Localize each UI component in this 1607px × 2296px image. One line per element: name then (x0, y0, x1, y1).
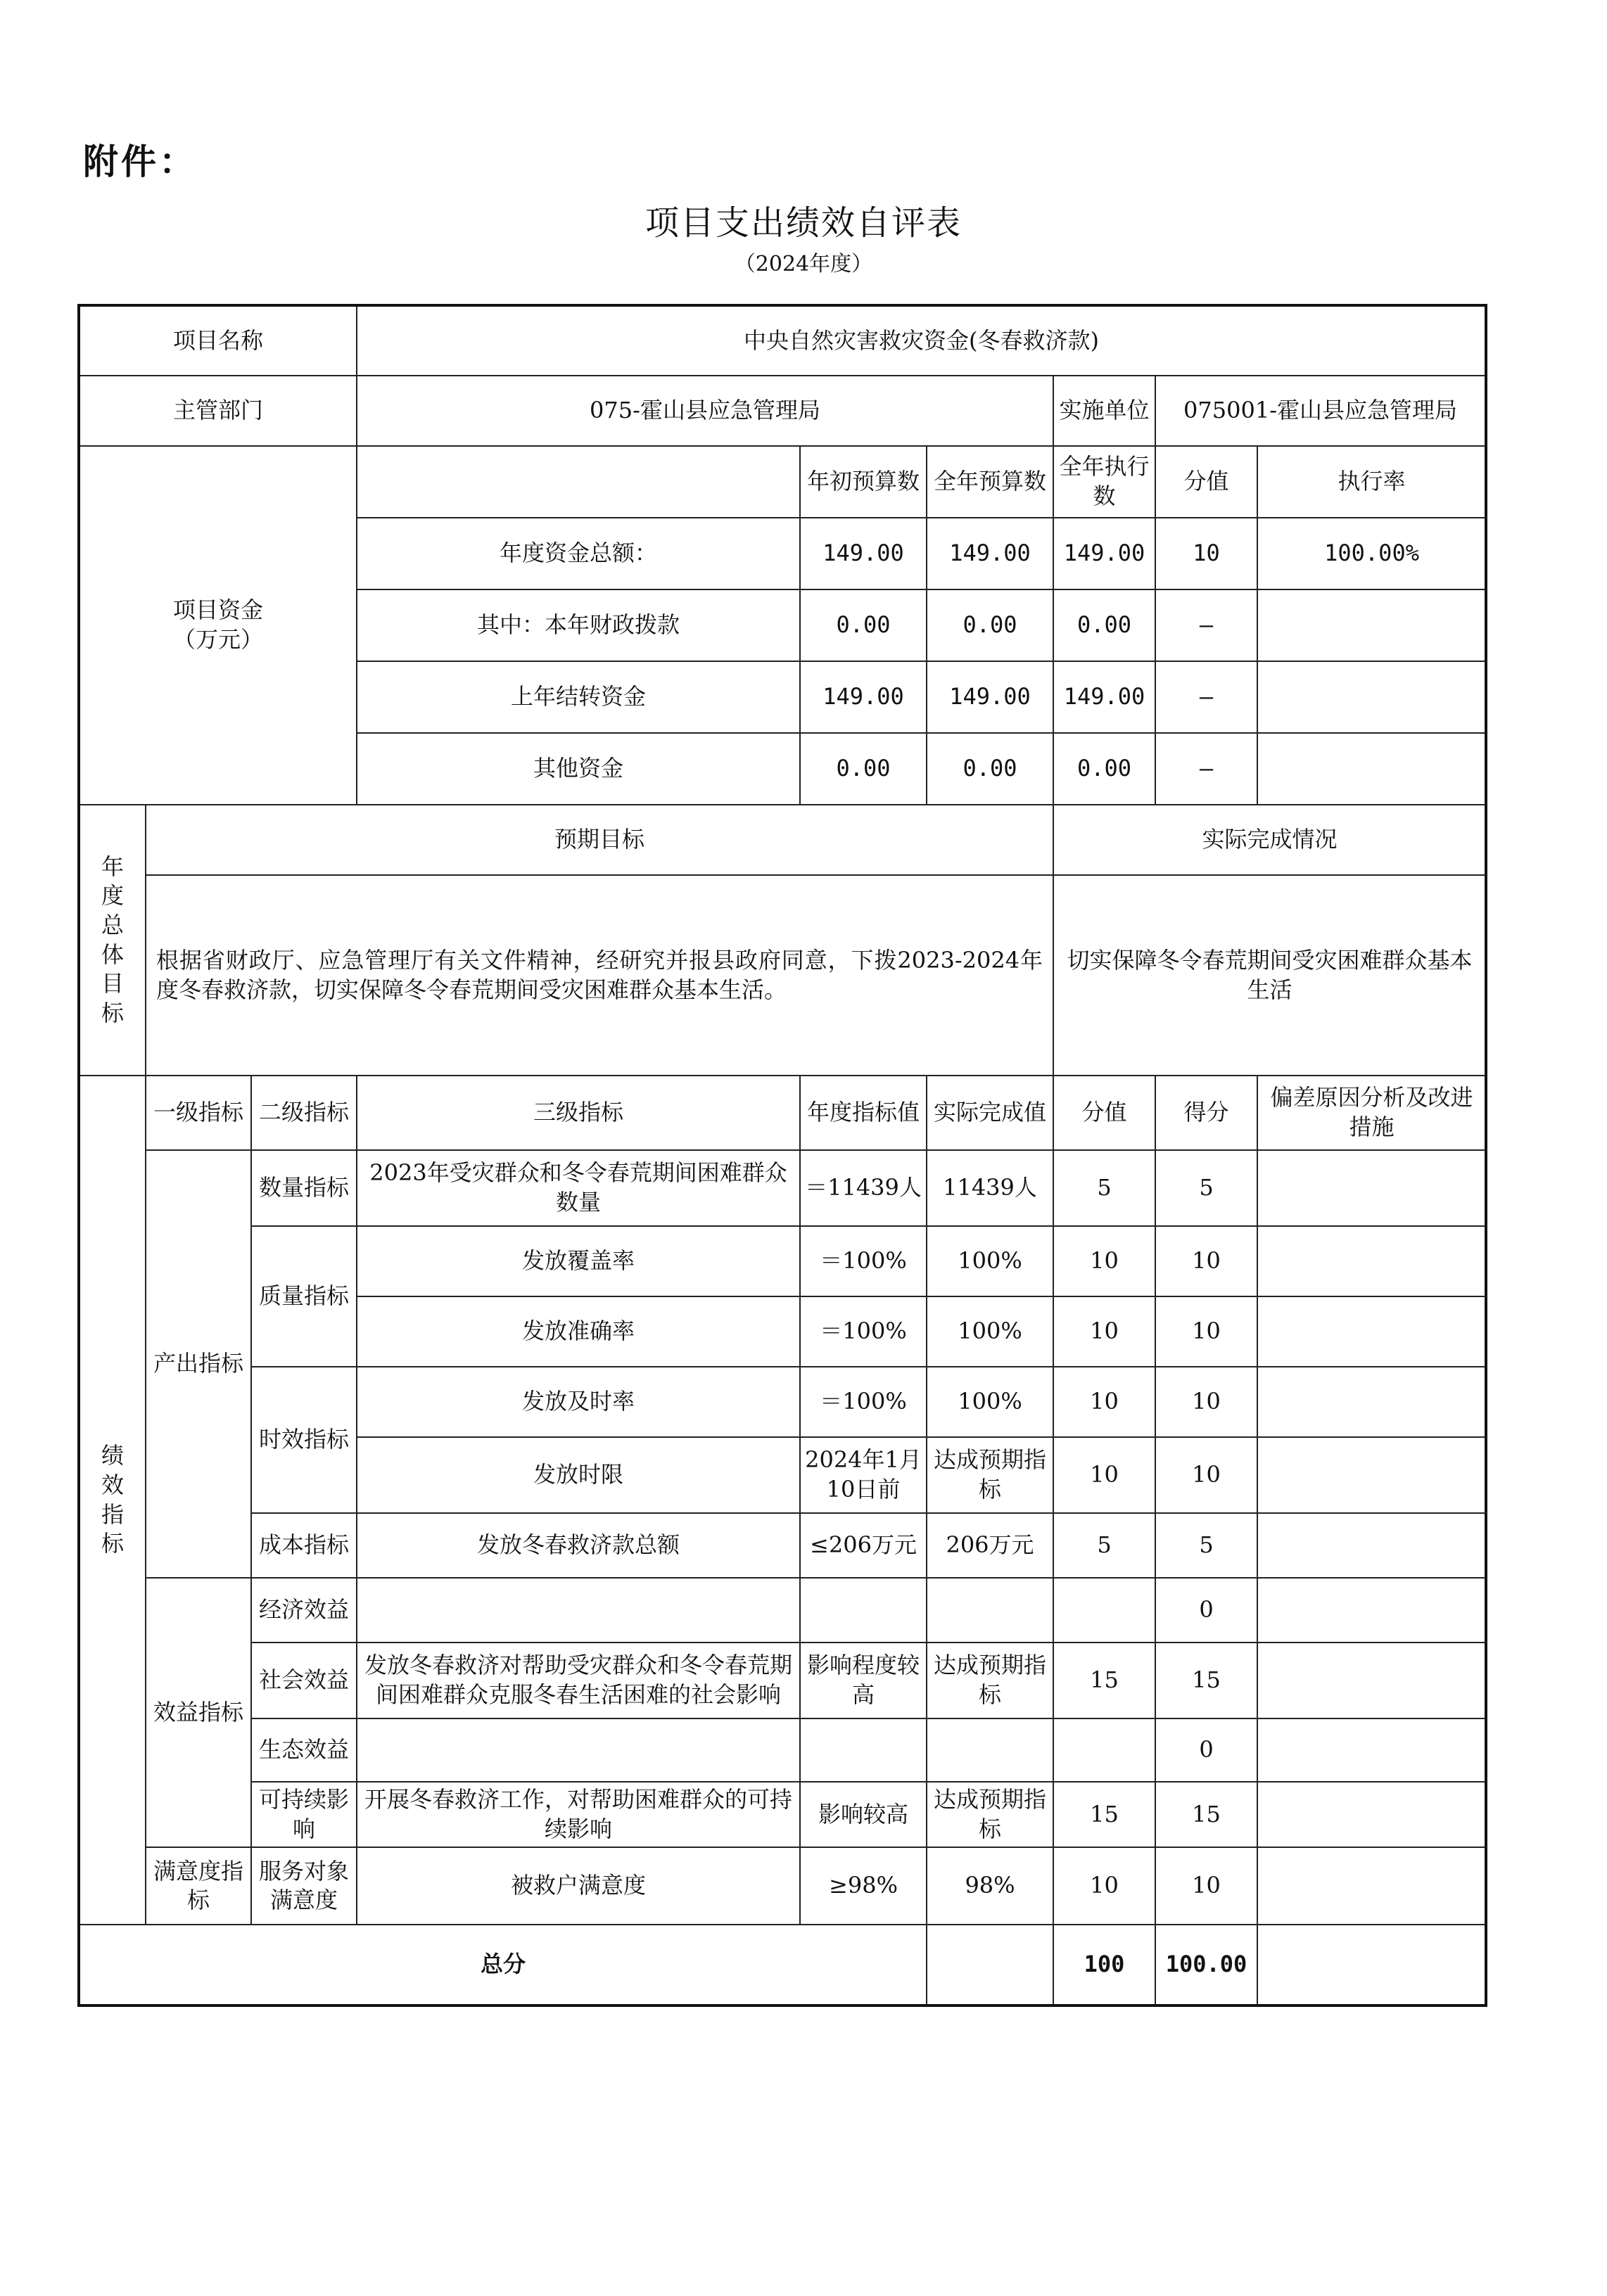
target-value: 2024年1月10日前 (800, 1437, 927, 1513)
actual-value: 100% (927, 1367, 1053, 1437)
target-value: ＝100% (800, 1226, 927, 1296)
fund-executed: 0.00 (1053, 589, 1155, 661)
level3-text: 发放及时率 (357, 1367, 800, 1437)
level1-satisfaction: 满意度指标 (146, 1847, 251, 1925)
actual-value: 98% (927, 1847, 1053, 1925)
score: 10 (1155, 1847, 1257, 1925)
total-value: 100 (1053, 1925, 1155, 2005)
fund-initial: 0.00 (800, 589, 927, 661)
header-actual: 实际完成值 (927, 1076, 1053, 1150)
goal-expected: 根据省财政厅、应急管理厅有关文件精神，经研究并报县政府同意，下拨2023-2024年度冬春救济款，切实保障冬令春荒期间受灾困难群众基本生活。 (146, 875, 1053, 1076)
score-value: 5 (1053, 1150, 1155, 1226)
level3-text: 发放冬春救济款总额 (357, 1513, 800, 1578)
row-department (79, 376, 1486, 446)
deviation-note (1257, 1296, 1486, 1367)
fund-header-annual: 全年预算数 (927, 446, 1053, 518)
indicator-label-text: 绩效指标 (101, 1442, 124, 1557)
indicator-row (79, 1150, 1486, 1226)
score-value: 5 (1053, 1513, 1155, 1578)
score-value: 15 (1053, 1643, 1155, 1718)
row-goal-content (79, 875, 1486, 1076)
goal-expected-header: 预期目标 (146, 805, 1053, 875)
score: 5 (1155, 1150, 1257, 1226)
score: 5 (1155, 1513, 1257, 1578)
level2-economic: 经济效益 (251, 1578, 357, 1643)
fund-header-blank (357, 446, 800, 518)
header-level3: 三级指标 (357, 1076, 800, 1150)
actual-value (927, 1718, 1053, 1782)
indicator-row (79, 1847, 1486, 1925)
level2-timeliness: 时效指标 (251, 1367, 357, 1513)
target-value (800, 1578, 927, 1643)
header-level1: 一级指标 (146, 1076, 251, 1150)
score: 10 (1155, 1226, 1257, 1296)
fund-score-value: — (1155, 733, 1257, 805)
level3-text: 发放准确率 (357, 1296, 800, 1367)
attachment-label: 附件： (83, 141, 197, 182)
deviation-note (1257, 1226, 1486, 1296)
level2-cost: 成本指标 (251, 1513, 357, 1578)
score: 10 (1155, 1296, 1257, 1367)
fund-label: 项目资金 （万元） (79, 446, 357, 805)
score: 15 (1155, 1782, 1257, 1847)
fund-annual: 0.00 (927, 589, 1053, 661)
row-indicator-header (79, 1076, 1486, 1150)
deviation-note (1257, 1643, 1486, 1718)
page-title: 项目支出绩效自评表 (644, 203, 962, 243)
level3-text: 2023年受灾群众和冬令春荒期间困难群众数量 (357, 1150, 800, 1226)
actual-value: 100% (927, 1296, 1053, 1367)
target-value (800, 1718, 927, 1782)
fund-header-executed: 全年执行数 (1053, 446, 1155, 518)
score-value: 10 (1053, 1367, 1155, 1437)
target-value: ＝100% (800, 1296, 927, 1367)
actual-value: 达成预期指标 (927, 1437, 1053, 1513)
level2-quantity: 数量指标 (251, 1150, 357, 1226)
actual-value (927, 1578, 1053, 1643)
goal-label-text: 年度总体目标 (101, 853, 124, 1026)
level3-text: 发放覆盖率 (357, 1226, 800, 1296)
fund-rate (1257, 589, 1486, 661)
impl-value: 075001-霍山县应急管理局 (1155, 376, 1486, 446)
dept-value: 075-霍山县应急管理局 (357, 376, 1053, 446)
row-total (79, 1925, 1486, 2005)
indicator-row (79, 1718, 1486, 1782)
fund-executed: 0.00 (1053, 733, 1155, 805)
fund-name: 其他资金 (357, 733, 800, 805)
indicator-row (79, 1226, 1486, 1296)
total-blank (927, 1925, 1053, 2005)
indicator-row (79, 1643, 1486, 1718)
fund-name: 其中：本年财政拨款 (357, 589, 800, 661)
goal-actual-header: 实际完成情况 (1053, 805, 1486, 875)
deviation-note (1257, 1782, 1486, 1847)
score-value (1053, 1578, 1155, 1643)
fund-name: 年度资金总额： (357, 518, 800, 589)
project-name: 中央自然灾害救灾资金(冬春救济款) (357, 305, 1486, 376)
fund-rate (1257, 661, 1486, 733)
score-value: 15 (1053, 1782, 1155, 1847)
level2-ecological: 生态效益 (251, 1718, 357, 1782)
score-value: 10 (1053, 1226, 1155, 1296)
level2-service-satisfaction: 服务对象满意度 (251, 1847, 357, 1925)
row-fund-header (79, 446, 1486, 518)
indicator-row (79, 1367, 1486, 1437)
indicator-row (79, 1578, 1486, 1643)
level3-text: 开展冬春救济工作，对帮助困难群众的可持续影响 (357, 1782, 800, 1847)
target-value: 影响较高 (800, 1782, 927, 1847)
fund-annual: 0.00 (927, 733, 1053, 805)
page-subtitle: （2024年度） (734, 252, 873, 276)
fund-executed: 149.00 (1053, 661, 1155, 733)
target-value: 影响程度较高 (800, 1643, 927, 1718)
score-value: 10 (1053, 1847, 1155, 1925)
goal-label (79, 805, 146, 1076)
header-note: 偏差原因分析及改进措施 (1257, 1076, 1486, 1150)
fund-executed: 149.00 (1053, 518, 1155, 589)
indicator-label (79, 1076, 146, 1925)
row-goal-header (79, 805, 1486, 875)
fund-rate (1257, 733, 1486, 805)
actual-value: 达成预期指标 (927, 1643, 1053, 1718)
deviation-note (1257, 1150, 1486, 1226)
score: 0 (1155, 1718, 1257, 1782)
header-level2: 二级指标 (251, 1076, 357, 1150)
actual-value: 达成预期指标 (927, 1782, 1053, 1847)
score-value (1053, 1718, 1155, 1782)
target-value: ≤206万元 (800, 1513, 927, 1578)
fund-header-initial: 年初预算数 (800, 446, 927, 518)
target-value: ＝11439人 (800, 1150, 927, 1226)
total-score: 100.00 (1155, 1925, 1257, 2005)
fund-score-value: — (1155, 661, 1257, 733)
fund-rate: 100.00% (1257, 518, 1486, 589)
score-value: 10 (1053, 1296, 1155, 1367)
fund-header-rate: 执行率 (1257, 446, 1486, 518)
fund-annual: 149.00 (927, 518, 1053, 589)
deviation-note (1257, 1513, 1486, 1578)
target-value: ＝100% (800, 1367, 927, 1437)
fund-initial: 149.00 (800, 661, 927, 733)
indicator-row (79, 1513, 1486, 1578)
actual-value: 206万元 (927, 1513, 1053, 1578)
header-value: 分值 (1053, 1076, 1155, 1150)
actual-value: 100% (927, 1226, 1053, 1296)
dept-label: 主管部门 (79, 376, 357, 446)
fund-score-value: 10 (1155, 518, 1257, 589)
score: 10 (1155, 1367, 1257, 1437)
actual-value: 11439人 (927, 1150, 1053, 1226)
fund-score-value: — (1155, 589, 1257, 661)
total-label: 总分 (79, 1925, 927, 2005)
project-name-label: 项目名称 (79, 305, 357, 376)
header-score: 得分 (1155, 1076, 1257, 1150)
level1-output: 产出指标 (146, 1150, 251, 1578)
impl-label: 实施单位 (1053, 376, 1155, 446)
score-value: 10 (1053, 1437, 1155, 1513)
score: 15 (1155, 1643, 1257, 1718)
performance-table (77, 304, 1487, 2007)
level2-social: 社会效益 (251, 1643, 357, 1718)
score: 10 (1155, 1437, 1257, 1513)
fund-header-value: 分值 (1155, 446, 1257, 518)
row-project-name (79, 305, 1486, 376)
level3-text: 发放时限 (357, 1437, 800, 1513)
deviation-note (1257, 1847, 1486, 1925)
fund-name: 上年结转资金 (357, 661, 800, 733)
goal-actual: 切实保障冬令春荒期间受灾困难群众基本生活 (1053, 875, 1486, 1076)
indicator-row (79, 1782, 1486, 1847)
level3-text (357, 1578, 800, 1643)
level2-quality: 质量指标 (251, 1226, 357, 1367)
header-target: 年度指标值 (800, 1076, 927, 1150)
deviation-note (1257, 1578, 1486, 1643)
level3-text: 被救户满意度 (357, 1847, 800, 1925)
level1-benefit: 效益指标 (146, 1578, 251, 1847)
fund-initial: 0.00 (800, 733, 927, 805)
fund-initial: 149.00 (800, 518, 927, 589)
score: 0 (1155, 1578, 1257, 1643)
level3-text (357, 1718, 800, 1782)
target-value: ≥98% (800, 1847, 927, 1925)
deviation-note (1257, 1718, 1486, 1782)
fund-annual: 149.00 (927, 661, 1053, 733)
deviation-note (1257, 1367, 1486, 1437)
total-note-blank (1257, 1925, 1486, 2005)
level2-sustainable: 可持续影响 (251, 1782, 357, 1847)
level3-text: 发放冬春救济对帮助受灾群众和冬令春荒期间困难群众克服冬春生活困难的社会影响 (357, 1643, 800, 1718)
deviation-note (1257, 1437, 1486, 1513)
